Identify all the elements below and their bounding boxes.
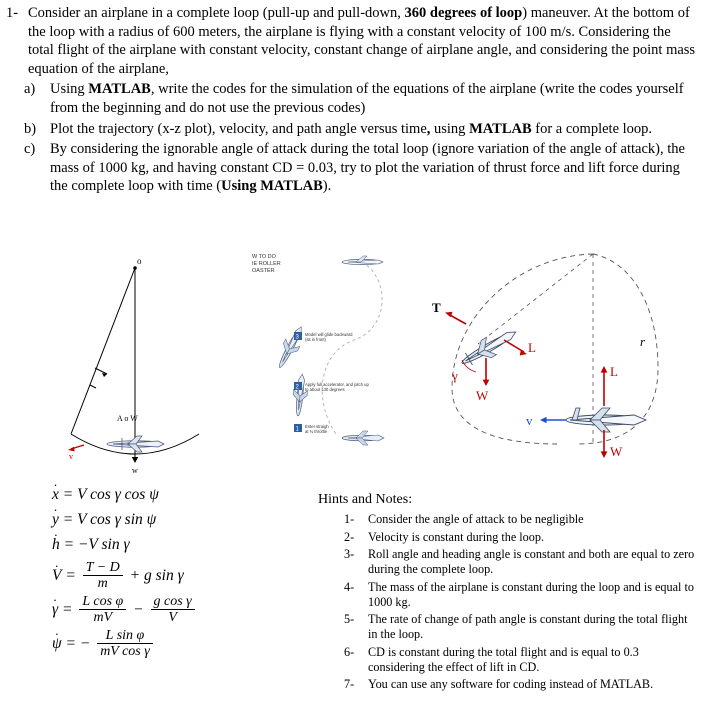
step-2-text-1: Apply full accelerator, and pitch up <box>305 382 369 387</box>
label-w: w <box>132 466 138 475</box>
figures-band <box>0 248 707 480</box>
text-frag-bold: MATLAB <box>469 120 532 137</box>
text-frag-bold: , <box>426 120 435 137</box>
roller-title-1: W TO DO <box>252 254 276 260</box>
fraction-lift-sin-phi-over-mVcos <box>97 628 153 659</box>
hint-number: 5- <box>344 612 355 626</box>
dot-accent: . <box>55 555 59 571</box>
hint-item <box>344 580 696 610</box>
problem-intro-row <box>6 4 700 78</box>
problem-subitem-a-text <box>50 80 700 117</box>
text-frag: By considering the ignorable angle of attack during the total loop (ignore variation of the angle of attack), the mass of 1000 kg, and having constant CD = 0.03, try to plot the variation of thrust force and lift force during the complete loop with time ( <box>50 141 685 195</box>
dot-accent: . <box>53 474 58 489</box>
hints-title: Hints and Notes: <box>318 492 413 507</box>
fraction-numerator: T − D <box>83 560 123 576</box>
label-o: o <box>137 256 142 266</box>
force-diagram-svg <box>418 248 688 480</box>
text-frag: ). <box>322 178 332 195</box>
problem-subitem-b-text <box>50 120 700 139</box>
hint-number: 6- <box>344 644 355 659</box>
hint-text: The rate of change of path angle is constant during the total flight in the loop. <box>368 612 688 641</box>
equation-gammadot: . γ = $\frac{\text{L cos φ}}{mV}$ − $\frac{\text{g cos γ}}{V}$ <box>52 595 312 629</box>
equation-ydot: . y = V cos γ sin ψ <box>52 499 157 528</box>
airplane-icon-bottom-right <box>566 408 646 432</box>
airplane-icon-mid <box>273 323 309 371</box>
hint-text: CD is constant during the total flight and is equal to 0.3 considering the effect of lift in CD. <box>368 644 639 674</box>
problem-subitems <box>6 80 700 196</box>
hint-number: 3- <box>344 547 355 561</box>
text-frag-bold: Using MATLAB <box>221 178 323 195</box>
figure-roller-coaster <box>250 248 410 480</box>
equation-psidot: . ψ = − $\frac{\text{L sin φ}}{\text{mV cos γ}}$ <box>52 629 312 663</box>
hint-item <box>344 530 696 545</box>
hint-number: 4- <box>344 579 355 594</box>
hint-text: The mass of the airplane is constant during the loop and is equal to 1000 kg. <box>368 579 694 609</box>
fraction-numerator: L cos φ <box>79 594 126 610</box>
hint-number: 7- <box>344 677 355 691</box>
step-3-text-1: Model will glide backward <box>305 332 353 337</box>
hint-item <box>344 645 696 675</box>
step-2-text-2: to about 130 degrees <box>305 387 345 392</box>
hint-text: Roll angle and heading angle is constant and both are equal to zero during the complete loop. <box>368 547 695 576</box>
problem-intro-part1: Consider an airplane in a complete loop (pull-up and pull-down, <box>28 5 405 21</box>
text-frag: , write the codes for the simulation of the equations of the airplane (write the codes yourself from the beginning and do not use the previous codes) <box>50 81 684 116</box>
airplane-icon-top <box>342 256 383 265</box>
hint-number: 1- <box>344 512 355 526</box>
problem-statement <box>6 4 700 196</box>
fraction-denominator: mV cos γ <box>100 644 150 659</box>
hint-item <box>344 512 696 527</box>
problem-intro-part2: ) maneuver. At the bottom of the loop with a radius of 600 meters, the airplane is flying with a constant velocity of 100 m/s. Considering the total flight of the airplane with constant velocity, constant change of airplane angle, and considering the point mass equation of the airplane, <box>28 5 696 77</box>
text-frag: Using <box>50 81 89 98</box>
label-radius: r <box>640 334 646 349</box>
fraction-g-cos-gamma-over-V <box>151 594 195 625</box>
figure-force-diagram <box>418 248 688 480</box>
fraction-denominator: m <box>97 576 108 591</box>
airplane-icon <box>107 436 164 452</box>
step-3-number: 3 <box>295 334 299 341</box>
roller-coaster-svg <box>250 248 410 480</box>
hint-text: Consider the angle of attack to be negligible <box>368 512 584 526</box>
label-aw: A o W <box>117 414 138 423</box>
step-2-number: 2 <box>295 384 299 391</box>
dot-accent: . <box>53 499 58 514</box>
problem-subitem-b <box>6 120 700 139</box>
label-lift-bottom: L <box>610 364 618 379</box>
hint-item <box>344 677 696 692</box>
hint-text: You can use any software for coding instead of MATLAB. <box>368 677 654 691</box>
label-v: v <box>69 452 73 461</box>
fraction-numerator: g cos γ <box>151 594 195 610</box>
problem-subitem-c-text <box>50 140 700 196</box>
label-gamma: γ <box>452 368 458 383</box>
loop-geometry-svg <box>38 248 238 480</box>
step-1-text-1: Enter straigh <box>305 424 329 429</box>
problem-subitem-b-label: b) <box>24 120 37 137</box>
step-1-number: 1 <box>295 426 299 433</box>
label-lift-top: L <box>528 340 536 355</box>
airplane-icon-bottom <box>342 431 384 445</box>
problem-number: 1- <box>6 5 19 21</box>
text-frag: using <box>434 120 470 137</box>
hint-text: Velocity is constant during the loop. <box>368 529 545 544</box>
fraction-denominator: mV <box>93 610 113 625</box>
equation-hdot: . h = −V sin γ <box>52 524 130 553</box>
problem-subitem-c <box>6 140 700 196</box>
equation-xdot: . x = V cos γ cos ψ <box>52 474 159 503</box>
fraction-thrust-drag-over-mass <box>83 560 123 591</box>
label-velocity-bottom: v <box>526 413 533 428</box>
problem-subitem-a <box>6 80 700 117</box>
dot-accent: . <box>55 623 59 639</box>
fraction-lift-cos-phi-over-mV <box>79 594 126 625</box>
equations-block <box>52 474 312 663</box>
roller-title-3: OASTER <box>252 268 275 274</box>
problem-intro-bold: 360 degrees of loop <box>404 5 523 21</box>
figure-loop-geometry <box>38 248 238 480</box>
label-thrust: T <box>432 300 441 315</box>
label-weight-bottom: W <box>610 444 623 459</box>
step-3-text-2: (sit in front) <box>305 337 326 342</box>
step-1-text-2: at ¾ throttle <box>305 429 328 434</box>
text-frag: Plot the trajectory (x-z plot), velocity, and path angle versus time <box>50 120 427 137</box>
text-frag: for a complete loop. <box>531 120 653 137</box>
problem-subitem-c-label: c) <box>24 141 36 158</box>
hint-item <box>344 612 696 642</box>
dot-accent: . <box>53 589 57 605</box>
hint-item <box>344 547 696 577</box>
problem-intro-text <box>28 4 700 78</box>
fraction-numerator: L sin φ <box>97 628 153 644</box>
roller-title-2: IE ROLLER <box>252 261 281 267</box>
hints-list <box>344 512 696 695</box>
equation-Vdot: . V = $\frac{T - D}{m}$ + g sin γ <box>52 555 184 591</box>
text-frag-bold: MATLAB <box>88 81 151 98</box>
fraction-denominator: V <box>168 610 177 625</box>
dot-accent: . <box>54 524 58 539</box>
airplane-icon-mid2 <box>291 373 309 416</box>
label-weight-top: W <box>476 388 489 403</box>
hint-number: 2- <box>344 529 355 544</box>
problem-subitem-a-label: a) <box>24 81 36 98</box>
